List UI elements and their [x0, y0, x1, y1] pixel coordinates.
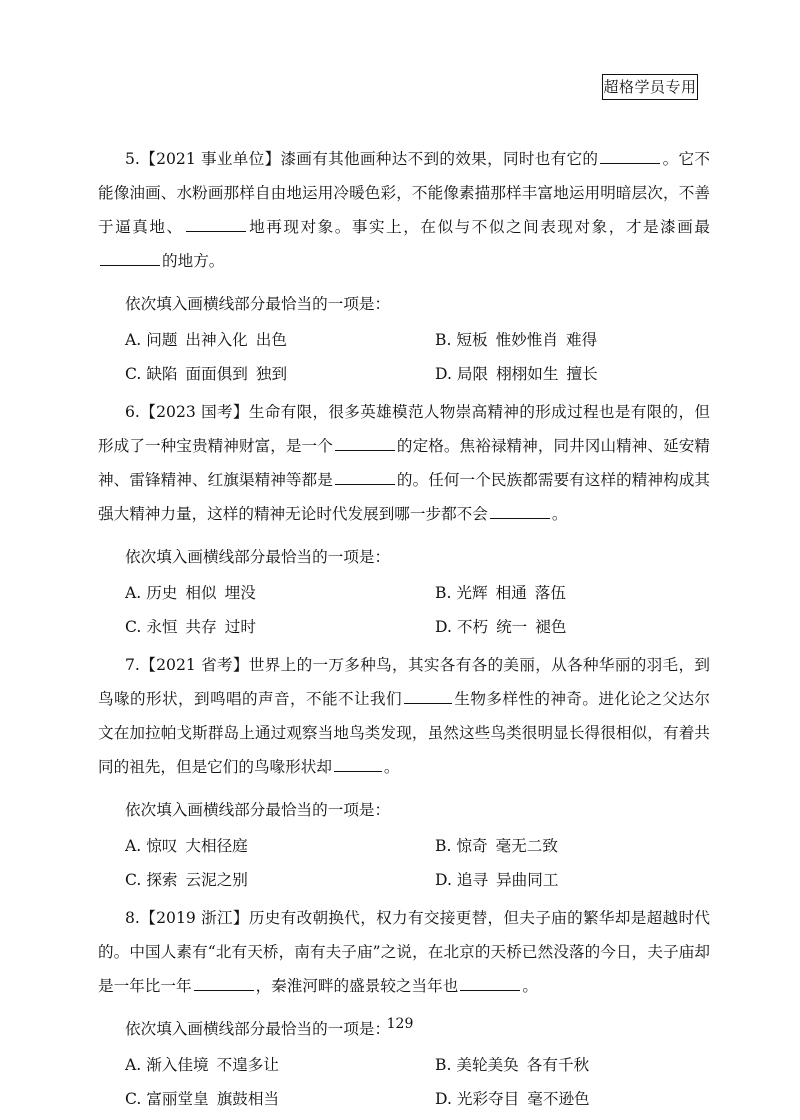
- option-label: B.: [435, 837, 452, 855]
- option-label: D.: [435, 1090, 452, 1108]
- answer-blank: [100, 251, 160, 266]
- question-5-options: [98, 323, 710, 391]
- option-d: [435, 863, 737, 897]
- option-word: 旗鼓相当: [216, 1090, 280, 1108]
- option-c: [125, 863, 435, 897]
- option-word: 追寻: [456, 871, 489, 889]
- option-c: [125, 610, 435, 644]
- option-a: [125, 576, 435, 610]
- option-d: [435, 357, 737, 391]
- option-label: C.: [125, 1090, 142, 1108]
- question-number: 7.: [125, 656, 140, 674]
- question-source: 【2021 事业单位】: [139, 150, 281, 168]
- option-label: A.: [125, 837, 142, 855]
- option-word: 出色: [255, 331, 287, 349]
- option-word: 短板: [456, 331, 488, 349]
- option-word: 相通: [495, 584, 527, 602]
- option-label: B.: [435, 331, 452, 349]
- option-label: C.: [125, 365, 142, 383]
- option-word: 过时: [224, 618, 256, 636]
- option-word: 面面俱到: [185, 365, 248, 383]
- option-label: D.: [435, 871, 452, 889]
- option-label: B.: [435, 1056, 452, 1074]
- option-b: [435, 829, 737, 863]
- option-word: 出神入化: [185, 331, 248, 349]
- option-word: 探索: [146, 871, 178, 889]
- answer-blank: [335, 436, 395, 451]
- option-word: 不朽: [456, 618, 489, 636]
- option-word: 栩栩如生: [496, 365, 559, 383]
- stem-text: 。: [551, 505, 568, 523]
- option-word: 美轮美奂: [456, 1056, 519, 1074]
- question-source: 【2021 省考】: [139, 656, 249, 674]
- exclusive-badge: 超格学员专用: [602, 74, 698, 100]
- option-word: 惊叹: [146, 837, 178, 855]
- option-word: 渐入佳境: [146, 1056, 209, 1074]
- answer-blank: [404, 689, 452, 704]
- option-c: [125, 1082, 435, 1116]
- option-word: 惟妙惟肖: [495, 331, 558, 349]
- option-a: [125, 1048, 435, 1082]
- question-prompt: 依次填入画横线部分最恰当的一项是：: [125, 1020, 391, 1038]
- stem-text: 历史有改朝换代，权力有交接更替，但夫子庙的繁华却是超越时代的。中国人素有“北有天桥，南有夫子庙”之说，在北京的天桥已然没落的今日，夫子庙却是一年比一年: [98, 909, 710, 995]
- stem-text: 。它不能像油画、水粉画那样自由地运用冷暖色彩，不能像素描那样丰富地运用明暗层次，不善于逼真地、: [98, 150, 710, 236]
- stem-text: 的地方。: [162, 252, 225, 270]
- option-word: 落伍: [534, 584, 566, 602]
- option-word: 光彩夺目: [456, 1090, 520, 1108]
- question-7-options: [98, 829, 710, 897]
- option-label: D.: [435, 365, 452, 383]
- question-number: 8.: [125, 909, 140, 927]
- question-prompt: 依次填入画横线部分最恰当的一项是：: [125, 548, 391, 566]
- stem-text: 的定格。焦裕禄精神，同井冈山精神、延安精神、雷锋精神、红旗渠精神等都是: [98, 437, 710, 489]
- question-6-stem: [98, 395, 710, 531]
- stem-text: 。: [383, 758, 400, 776]
- question-number: 6.: [125, 403, 140, 421]
- option-a: [125, 323, 435, 357]
- answer-blank: [460, 976, 520, 991]
- stem-text: 世界上的一万多种鸟，其实各有各的美丽，从各种华丽的羽毛，到鸟喙的形状，到鸣唱的声音，不能不让我们: [98, 656, 710, 708]
- option-c: [125, 357, 435, 391]
- answer-blank: [186, 217, 246, 232]
- question-prompt: 依次填入画横线部分最恰当的一项是：: [125, 295, 391, 313]
- question-number: 5.: [125, 150, 140, 168]
- option-label: C.: [125, 618, 142, 636]
- question-5-stem: [98, 142, 710, 278]
- option-word: 各有千秋: [526, 1056, 590, 1074]
- stem-text: 漆画有其他画种达不到的效果，同时也有它的: [280, 150, 599, 168]
- option-word: 不遑多让: [216, 1056, 279, 1074]
- option-b: [435, 323, 737, 357]
- option-word: 统一: [496, 618, 528, 636]
- option-label: B.: [435, 584, 452, 602]
- question-prompt: 依次填入画横线部分最恰当的一项是：: [125, 801, 391, 819]
- stem-text: 生物多样性的神奇。进化论之父达尔文在加拉帕戈斯群岛上通过观察当地鸟类发现，虽然这些鸟类很明显长得很相似，有着共同的祖先，但是它们的鸟喙形状却: [98, 690, 710, 776]
- option-word: 毫无二致: [495, 837, 558, 855]
- option-word: 毫不逊色: [527, 1090, 590, 1108]
- option-word: 局限: [456, 365, 489, 383]
- question-7-stem: [98, 648, 710, 784]
- option-label: D.: [435, 618, 452, 636]
- stem-text: 。: [522, 977, 538, 995]
- option-label: A.: [125, 584, 142, 602]
- option-word: 共存: [185, 618, 217, 636]
- option-word: 独到: [255, 365, 288, 383]
- option-word: 历史: [146, 584, 178, 602]
- option-word: 埋没: [224, 584, 256, 602]
- answer-blank: [334, 757, 382, 772]
- page-number: 129: [386, 1016, 414, 1032]
- stem-text: ，秦淮河畔的盛景较之当年也: [255, 977, 459, 995]
- question-6-options: [98, 576, 710, 644]
- option-word: 相似: [185, 584, 217, 602]
- option-label: C.: [125, 871, 142, 889]
- option-b: [435, 1048, 737, 1082]
- stem-text: 的。任何一个民族都需要有这样的精神构成其强大精神力量，这样的精神无论时代发展到哪一步都不会: [98, 471, 710, 523]
- option-word: 富丽堂皇: [146, 1090, 209, 1108]
- answer-blank: [335, 470, 395, 485]
- option-word: 擅长: [566, 365, 598, 383]
- option-word: 难得: [565, 331, 598, 349]
- option-word: 缺陷: [146, 365, 178, 383]
- option-b: [435, 576, 737, 610]
- answer-blank: [194, 976, 254, 991]
- option-a: [125, 829, 435, 863]
- question-8-stem: [98, 901, 710, 1003]
- option-word: 永恒: [146, 618, 178, 636]
- option-d: [435, 610, 737, 644]
- stem-text: 生命有限，很多英雄模范人物崇高精神的形成过程也是有限的，但形成了一种宝贵精神财富，是一个: [98, 403, 710, 455]
- option-d: [435, 1082, 737, 1116]
- answer-blank: [600, 149, 660, 164]
- answer-blank: [490, 504, 550, 519]
- stem-text: 地再现对象。事实上，在似与不似之间表现对象，才是漆画最: [247, 218, 710, 236]
- option-label: A.: [125, 331, 142, 349]
- question-source: 【2019 浙江】: [139, 909, 249, 927]
- question-source: 【2023 国考】: [139, 403, 249, 421]
- option-word: 云泥之别: [185, 871, 248, 889]
- option-word: 大相径庭: [185, 837, 248, 855]
- page-content: [98, 142, 710, 1120]
- option-word: 问题: [146, 331, 178, 349]
- option-label: A.: [125, 1056, 142, 1074]
- option-word: 褪色: [535, 618, 567, 636]
- option-word: 惊奇: [456, 837, 488, 855]
- question-8-options: [98, 1048, 710, 1116]
- option-word: 异曲同工: [496, 871, 559, 889]
- option-word: 光辉: [456, 584, 488, 602]
